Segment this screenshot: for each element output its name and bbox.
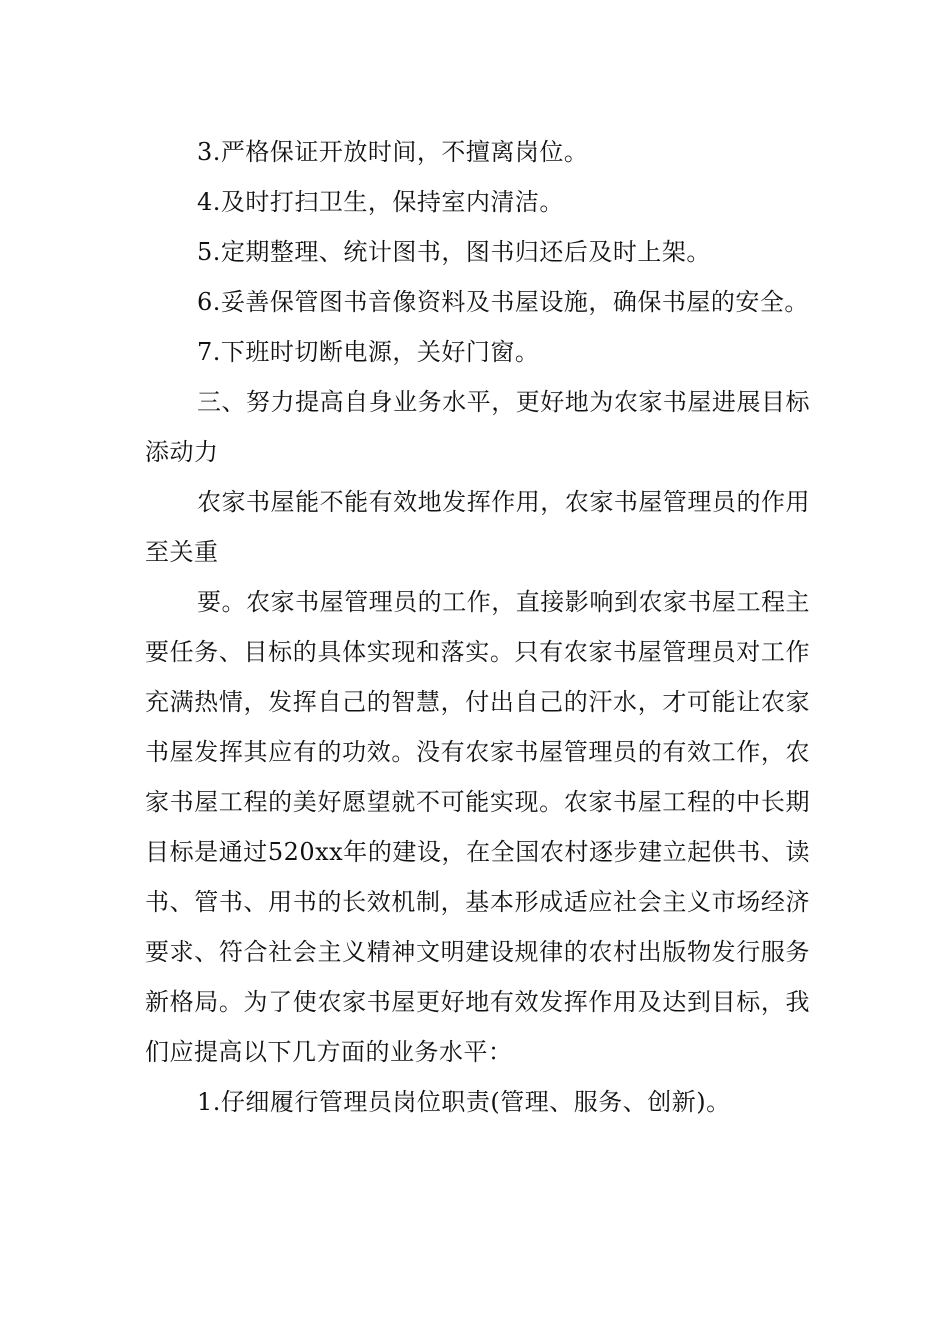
paragraph-item-7: 7.下班时切断电源，关好门窗。 [197, 338, 540, 366]
paragraph-item-3: 3.严格保证开放时间，不擅离岗位。 [197, 138, 589, 166]
paragraph-item-6: 6.妥善保管图书音像资料及书屋设施，确保书屋的安全。 [197, 288, 809, 316]
paragraph-intro: 农家书屋能不能有效地发挥作用，农家书屋管理员的作用至关重 [145, 488, 810, 566]
paragraph-item-5: 5.定期整理、统计图书，图书归还后及时上架。 [197, 238, 711, 266]
paragraph-body: 要。农家书屋管理员的工作，直接影响到农家书屋工程主要任务、目标的具体实现和落实。只有农家书屋管理员对工作充满热情，发挥自己的智慧，付出自己的汗水，才可能让农家书屋发挥其应有的功效。没有农家书屋管理员的有效工作，农家书屋工程的美好愿望就不可能实现。农家书屋工程的中长期目标是通过520xx年的建设，在全国农村逐步建立起供书、读书、管书、用书的长效机制，基本形成适应社会主义市场经济要求、符合社会主义精神文明建设规律的农村出版物发行服务新格局。为了使农家书屋更好地有效发挥作用及达到目标，我们应提高以下几方面的业务水平： [145, 588, 810, 1066]
document-body [145, 127, 810, 1127]
section-heading-3: 三、努力提高自身业务水平，更好地为农家书屋进展目标添动力 [145, 388, 810, 466]
paragraph-item-4: 4.及时打扫卫生，保持室内清洁。 [197, 188, 564, 216]
paragraph-item-1: 1.仔细履行管理员岗位职责(管理、服务、创新)。 [197, 1088, 731, 1116]
